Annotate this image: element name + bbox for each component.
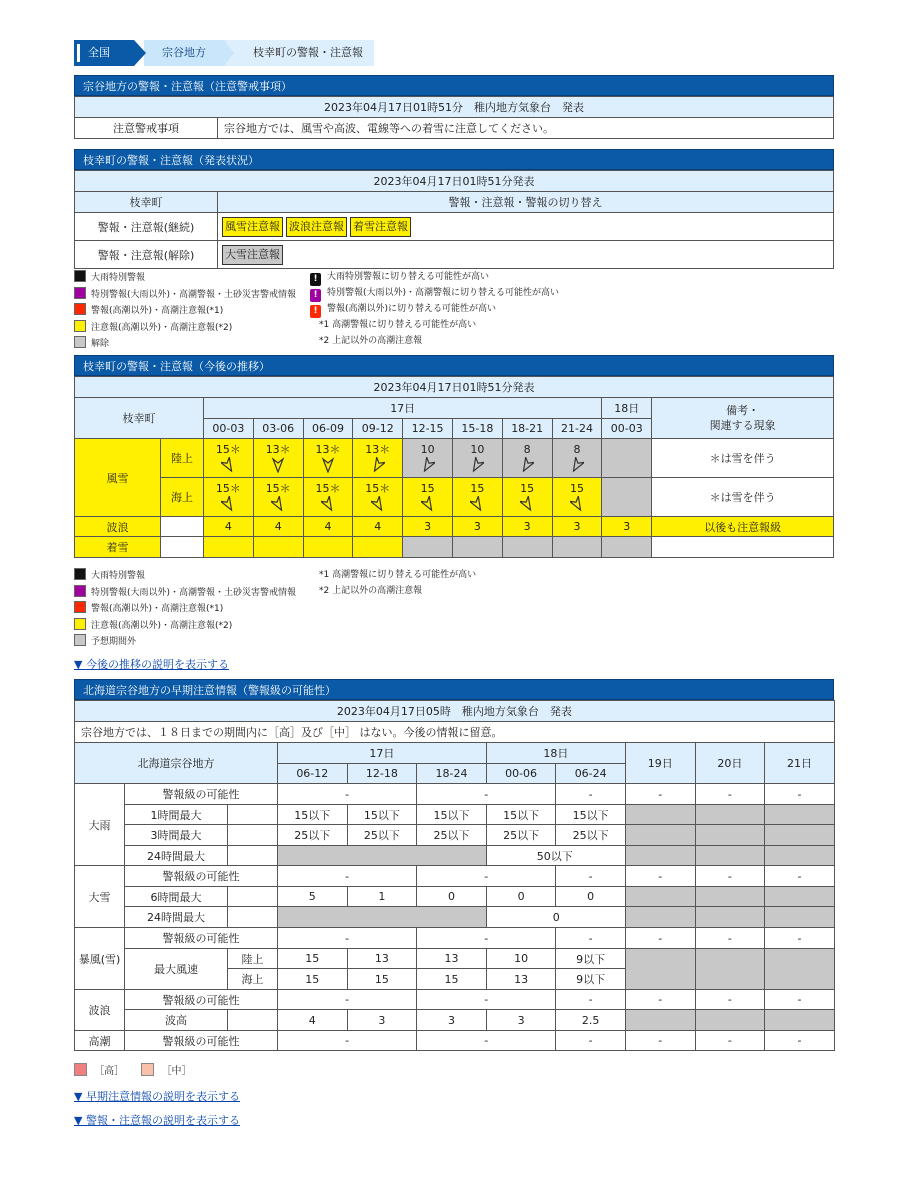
wind-value: 15: [417, 969, 487, 990]
time-header: 18-21: [502, 419, 552, 439]
forecast-value: 25以下: [486, 825, 556, 846]
out-of-range-cell: [695, 887, 765, 907]
time-header: 06-24: [556, 764, 626, 784]
wind-cell: [353, 478, 403, 517]
wind-speed: 8: [573, 443, 581, 456]
possibility-dash: -: [625, 928, 695, 949]
forecast-value: 1: [347, 887, 417, 907]
out-of-range-cell: [625, 805, 695, 825]
possibility-dash: -: [556, 866, 626, 887]
wave-value: 3: [452, 517, 502, 537]
sea-label: 海上: [161, 478, 204, 517]
issued-time: 2023年04月17日01時51分発表: [75, 171, 834, 192]
possibility-dash: -: [278, 1031, 417, 1051]
continuing-label: 警報・注意報(継続): [75, 213, 218, 241]
h3-label: 3時間最大: [125, 825, 228, 846]
warning-explanation-link[interactable]: ▼ 警報・注意報の説明を表示する: [74, 1114, 240, 1127]
possibility-dash: -: [695, 990, 765, 1010]
legend-yellow-swatch: [74, 618, 86, 630]
esashi-forecast-panel: [74, 355, 834, 558]
legend-label: 大雨特別警報に切り替える可能性が高い: [327, 272, 490, 282]
wind-cell: [303, 439, 353, 478]
wind-speed: 15＊: [365, 482, 391, 495]
land-label: 陸上: [161, 439, 204, 478]
forecast-value: 3: [347, 1010, 417, 1031]
legend-left-2: [74, 568, 314, 651]
forecast-value: 15以下: [556, 805, 626, 825]
time-header: 06-12: [278, 764, 348, 784]
wind-value: 9以下: [556, 949, 626, 969]
wave-value: 4: [303, 517, 353, 537]
possibility-dash: -: [278, 866, 417, 887]
day-18-header: 18日: [602, 398, 652, 419]
possibility-label: 警報級の可能性: [125, 928, 278, 949]
snow-accretion-cell: [204, 537, 254, 558]
breadcrumb-item-soya[interactable]: 宗谷地方: [162, 46, 206, 59]
issued-time: 2023年04月17日01時51分 稚内地方気象台 発表: [75, 97, 834, 118]
wind-speed: 15＊: [215, 443, 241, 456]
wind-direction-icon: [520, 457, 534, 473]
switch-header: 警報・注意報・警報の切り替え: [218, 192, 834, 213]
wind-direction-icon: [221, 457, 235, 473]
wind-direction-icon: [221, 496, 235, 512]
wave-value: 3: [403, 517, 453, 537]
forecast-value: 5: [278, 887, 348, 907]
wind-speed: 15＊: [315, 482, 341, 495]
legend-right-2: [319, 568, 619, 599]
wind-speed: 15: [420, 482, 435, 495]
panel-title: 枝幸町の警報・注意報（今後の推移）: [74, 355, 834, 376]
time-header: 12-15: [403, 419, 453, 439]
legend-label: 特別警報(大雨以外)・高潮警報に切り替える可能性が高い: [327, 288, 560, 298]
possibility-dash: -: [765, 928, 835, 949]
possibility-dash: -: [417, 784, 556, 805]
legend-label: 警報(高潮以外)に切り替える可能性が高い: [327, 304, 497, 314]
breadcrumb-item-current: 枝幸町の警報・注意報: [253, 46, 363, 59]
snow-accretion-cell: [303, 537, 353, 558]
forecast-value: 15以下: [417, 805, 487, 825]
wind-speed: 15: [470, 482, 485, 495]
remarks-cell: ＊は雪を伴う: [652, 478, 834, 517]
wind-value: 13: [417, 949, 487, 969]
possibility-label: 警報級の可能性: [125, 784, 278, 805]
s24-label: 24時間最大: [125, 907, 228, 928]
wind-direction-icon: [271, 496, 285, 512]
legend-right: [310, 270, 610, 349]
wind-cell: [452, 478, 502, 517]
wind-direction-icon: [321, 496, 335, 512]
forecast-explanation-link[interactable]: ▼ 今後の推移の説明を表示する: [74, 658, 229, 671]
exclamation-icon: !: [310, 273, 321, 286]
wind-speed: 10: [470, 443, 485, 456]
time-header: 09-12: [353, 419, 403, 439]
high-label: ［高］: [94, 1066, 125, 1077]
legend-label: 大雨特別警報: [91, 273, 146, 283]
wind-speed: 15＊: [215, 482, 241, 495]
caution-text: 宗谷地方では、風雪や高波、電線等への着雪に注意してください。: [218, 118, 834, 139]
legend-black-swatch: [74, 270, 86, 282]
out-of-range-cell: [765, 1010, 835, 1031]
breadcrumb-item-national[interactable]: 全国: [88, 46, 110, 59]
early-warning-explanation-link[interactable]: ▼ 早期注意情報の説明を表示する: [74, 1090, 240, 1103]
issued-time: 2023年04月17日05時 稚内地方気象台 発表: [75, 701, 835, 722]
snow-accretion-cell: [552, 537, 602, 558]
time-header: 18-24: [417, 764, 487, 784]
wind-direction-icon: [470, 496, 484, 512]
forecast-value: 15以下: [347, 805, 417, 825]
wind-value: 9以下: [556, 969, 626, 990]
wave-value: 4: [353, 517, 403, 537]
wind-cell: [353, 439, 403, 478]
wind-speed: 13＊: [265, 443, 291, 456]
out-of-range-cell: [625, 825, 695, 846]
heavy-rain-label: 大雨: [75, 784, 125, 866]
forecast-value: 25以下: [556, 825, 626, 846]
legend-yellow-swatch: [74, 320, 86, 332]
out-of-range-cell: [765, 805, 835, 825]
wind-value: 10: [486, 949, 556, 969]
forecast-value: 15以下: [278, 805, 348, 825]
legend-gray-swatch: [74, 634, 86, 646]
wind-speed: 15: [569, 482, 584, 495]
wind-speed: 8: [523, 443, 531, 456]
forecast-value: 3: [417, 1010, 487, 1031]
out-of-range-cell: [695, 1010, 765, 1031]
mid-swatch: [141, 1063, 154, 1076]
soya-warnings-panel: [74, 75, 834, 139]
snow-accretion-label: 着雪: [75, 537, 161, 558]
wind-speed: 13＊: [315, 443, 341, 456]
possibility-dash: -: [556, 928, 626, 949]
possibility-legend: [74, 1062, 192, 1077]
time-header: 00-06: [486, 764, 556, 784]
possibility-dash: -: [765, 866, 835, 887]
possibility-dash: -: [625, 866, 695, 887]
forecast-value: 0: [486, 887, 556, 907]
out-of-range-cell: [765, 825, 835, 846]
wave-value: 3: [502, 517, 552, 537]
legend-label: *2 上記以外の高潮注意報: [319, 335, 423, 346]
snow-accretion-cell: [502, 537, 552, 558]
legend-label: *1 高潮警報に切り替える可能性が高い: [319, 570, 477, 580]
wind-speed: 13＊: [365, 443, 391, 456]
time-header: 15-18: [452, 419, 502, 439]
day-21-header: 21日: [765, 743, 835, 784]
snowstorm-label: 風雪: [75, 439, 161, 517]
possibility-dash: -: [556, 990, 626, 1010]
forecast-value: 25以下: [417, 825, 487, 846]
wind-value: 15: [278, 949, 348, 969]
possibility-dash: -: [625, 1031, 695, 1051]
possibility-dash: -: [417, 990, 556, 1010]
exclamation-icon: !: [310, 289, 321, 302]
wind-value: 15: [278, 969, 348, 990]
panel-title: 北海道宗谷地方の早期注意情報（警報級の可能性）: [74, 679, 834, 700]
day-18-header: 18日: [486, 743, 625, 764]
wind-cell: [502, 439, 552, 478]
summary-text: 宗谷地方では、１８日までの期間内に［高］及び［中］ はない。今後の情報に留意。: [75, 722, 835, 743]
wind-speed: 10: [420, 443, 435, 456]
forecast-value: 0: [417, 887, 487, 907]
remarks-header: [652, 398, 834, 439]
forecast-value: 0: [556, 887, 626, 907]
possibility-dash: -: [278, 990, 417, 1010]
legend-label: *2 上記以外の高潮注意報: [319, 585, 423, 596]
legend-label: 警報(高潮以外)・高潮注意報(*1): [91, 604, 224, 614]
released-label: 警報・注意報(解除): [75, 241, 218, 269]
out-of-range-cell: [625, 949, 695, 990]
snow-accretion-cell: [452, 537, 502, 558]
wind-speed: 15＊: [265, 482, 291, 495]
forecast-value: 25以下: [278, 825, 348, 846]
legend-red-swatch: [74, 303, 86, 315]
wave-value: 4: [204, 517, 254, 537]
storm-label: 暴風(雪): [75, 928, 125, 990]
wind-cell: [552, 439, 602, 478]
wind-direction-icon: [520, 496, 534, 512]
possibility-dash: -: [278, 784, 417, 805]
wind-value: 13: [486, 969, 556, 990]
region-name: 北海道宗谷地方: [75, 743, 278, 784]
wind-cell: [452, 439, 502, 478]
wind-direction-icon: [271, 457, 285, 473]
issued-time: 2023年04月17日01時51分発表: [75, 377, 834, 398]
snow-accretion-cell: [403, 537, 453, 558]
breadcrumb: [74, 40, 374, 66]
legend-black-swatch: [74, 568, 86, 580]
legend-label: 注意報(高潮以外)・高潮注意報(*2): [91, 620, 233, 631]
land-label: 陸上: [228, 949, 278, 969]
forecast-value: 3: [486, 1010, 556, 1031]
wind-cell: [552, 478, 602, 517]
wind-direction-icon: [570, 496, 584, 512]
wind-direction-icon: [371, 496, 385, 512]
possibility-label: 警報級の可能性: [125, 866, 278, 887]
legend-purple-swatch: [74, 287, 86, 299]
panel-title: 宗谷地方の警報・注意報（注意警戒事項）: [74, 75, 834, 96]
legend-label: 解除: [91, 339, 110, 349]
possibility-dash: -: [765, 1031, 835, 1051]
legend-label: 特別警報(大雨以外)・高潮警報・土砂災害警戒情報: [91, 587, 297, 598]
day-17-header: 17日: [278, 743, 487, 764]
legend-label: 予想期間外: [91, 637, 137, 647]
remarks-label-2: 関連する現象: [709, 419, 776, 432]
wave-label: 波浪: [75, 517, 161, 537]
possibility-dash: -: [765, 990, 835, 1010]
legend-label: *1 高潮警報に切り替える可能性が高い: [319, 320, 477, 330]
town-name: 枝幸町: [75, 398, 204, 439]
out-of-range-cell: [695, 949, 765, 990]
out-of-range-cell: [602, 478, 652, 517]
wave-advisory-badge[interactable]: 波浪注意報: [286, 217, 347, 237]
possibility-label: 警報級の可能性: [125, 990, 278, 1010]
remarks-label: 備考・: [726, 404, 760, 417]
legend-label: 警報(高潮以外)・高潮注意報(*1): [91, 306, 224, 316]
day-17-header: 17日: [204, 398, 602, 419]
remarks-cell: 以後も注意報級: [652, 517, 834, 537]
possibility-dash: -: [556, 1031, 626, 1051]
wind-cell: [204, 439, 254, 478]
possibility-dash: -: [695, 866, 765, 887]
possibility-dash: -: [278, 928, 417, 949]
possibility-dash: -: [417, 866, 556, 887]
exclamation-icon: !: [310, 305, 321, 318]
out-of-range-cell: [602, 439, 652, 478]
panel-title: 枝幸町の警報・注意報（発表状況）: [74, 149, 834, 170]
possibility-dash: -: [695, 1031, 765, 1051]
wind-speed: 15: [520, 482, 535, 495]
wind-direction-icon: [570, 457, 584, 473]
max-wind-label: 最大風速: [125, 949, 228, 990]
esashi-status-panel: [74, 149, 834, 269]
high-swatch: [74, 1063, 87, 1076]
wind-direction-icon: [371, 457, 385, 473]
snow-accretion-advisory-badge[interactable]: 着雪注意報: [350, 217, 411, 237]
out-of-range-cell: [695, 825, 765, 846]
forecast-value: 25以下: [347, 825, 417, 846]
legend-red-swatch: [74, 601, 86, 613]
snowstorm-advisory-badge[interactable]: 風雪注意報: [222, 217, 283, 237]
h24-value: 50以下: [486, 846, 625, 866]
wind-cell: [204, 478, 254, 517]
heavy-snow-label: 大雪: [75, 866, 125, 928]
legend-left: [74, 270, 314, 353]
possibility-label: 警報級の可能性: [125, 1031, 278, 1051]
wind-cell: [502, 478, 552, 517]
time-header: 06-09: [303, 419, 353, 439]
early-warning-panel: [74, 679, 834, 1051]
time-header: 00-03: [602, 419, 652, 439]
possibility-dash: -: [556, 784, 626, 805]
sea-label: 海上: [228, 969, 278, 990]
wind-cell: [253, 439, 303, 478]
h24-label: 24時間最大: [125, 846, 228, 866]
forecast-value: 15以下: [486, 805, 556, 825]
legend-label: 注意報(高潮以外)・高潮注意報(*2): [91, 322, 233, 333]
possibility-dash: -: [695, 928, 765, 949]
time-header: 21-24: [552, 419, 602, 439]
wind-value: 15: [347, 969, 417, 990]
wave-value: 4: [253, 517, 303, 537]
wind-value: 13: [347, 949, 417, 969]
wind-direction-icon: [321, 457, 335, 473]
wind-cell: [403, 439, 453, 478]
out-of-range-cell: [695, 805, 765, 825]
time-header: 00-03: [204, 419, 254, 439]
possibility-dash: -: [417, 1031, 556, 1051]
possibility-dash: -: [695, 784, 765, 805]
legend-gray-swatch: [74, 336, 86, 348]
snow-accretion-cell: [353, 537, 403, 558]
wind-cell: [303, 478, 353, 517]
out-of-range-cell: [765, 949, 835, 990]
legend-label: 特別警報(大雨以外)・高潮警報・土砂災害警戒情報: [91, 289, 297, 300]
snow-accretion-cell: [602, 537, 652, 558]
possibility-dash: -: [625, 784, 695, 805]
out-of-range-cell: [765, 887, 835, 907]
remarks-cell: ＊は雪を伴う: [652, 439, 834, 478]
wave-height-label: 波高: [125, 1010, 228, 1031]
forecast-value: 2.5: [556, 1010, 626, 1031]
wave-value: 3: [602, 517, 652, 537]
wind-direction-icon: [421, 457, 435, 473]
town-name: 枝幸町: [75, 192, 218, 213]
remarks-cell: [652, 537, 834, 558]
legend-label: 大雨特別警報: [91, 571, 146, 581]
s24-value: 0: [486, 907, 625, 928]
time-header: 03-06: [253, 419, 303, 439]
wind-cell: [403, 478, 453, 517]
s6-label: 6時間最大: [125, 887, 228, 907]
possibility-dash: -: [625, 990, 695, 1010]
forecast-value: 4: [278, 1010, 348, 1031]
wind-direction-icon: [470, 457, 484, 473]
wind-cell: [253, 478, 303, 517]
wave-label: 波浪: [75, 990, 125, 1031]
tide-label: 高潮: [75, 1031, 125, 1051]
out-of-range-cell: [625, 887, 695, 907]
possibility-dash: -: [417, 928, 556, 949]
day-20-header: 20日: [695, 743, 765, 784]
snow-accretion-cell: [253, 537, 303, 558]
day-19-header: 19日: [625, 743, 695, 784]
time-header: 12-18: [347, 764, 417, 784]
wave-value: 3: [552, 517, 602, 537]
legend-purple-swatch: [74, 585, 86, 597]
heavy-snow-advisory-badge[interactable]: 大雪注意報: [222, 245, 283, 265]
mid-label: ［中］: [161, 1066, 192, 1077]
h1-label: 1時間最大: [125, 805, 228, 825]
out-of-range-cell: [625, 1010, 695, 1031]
caution-label: 注意警戒事項: [75, 118, 218, 139]
possibility-dash: -: [765, 784, 835, 805]
wind-direction-icon: [421, 496, 435, 512]
